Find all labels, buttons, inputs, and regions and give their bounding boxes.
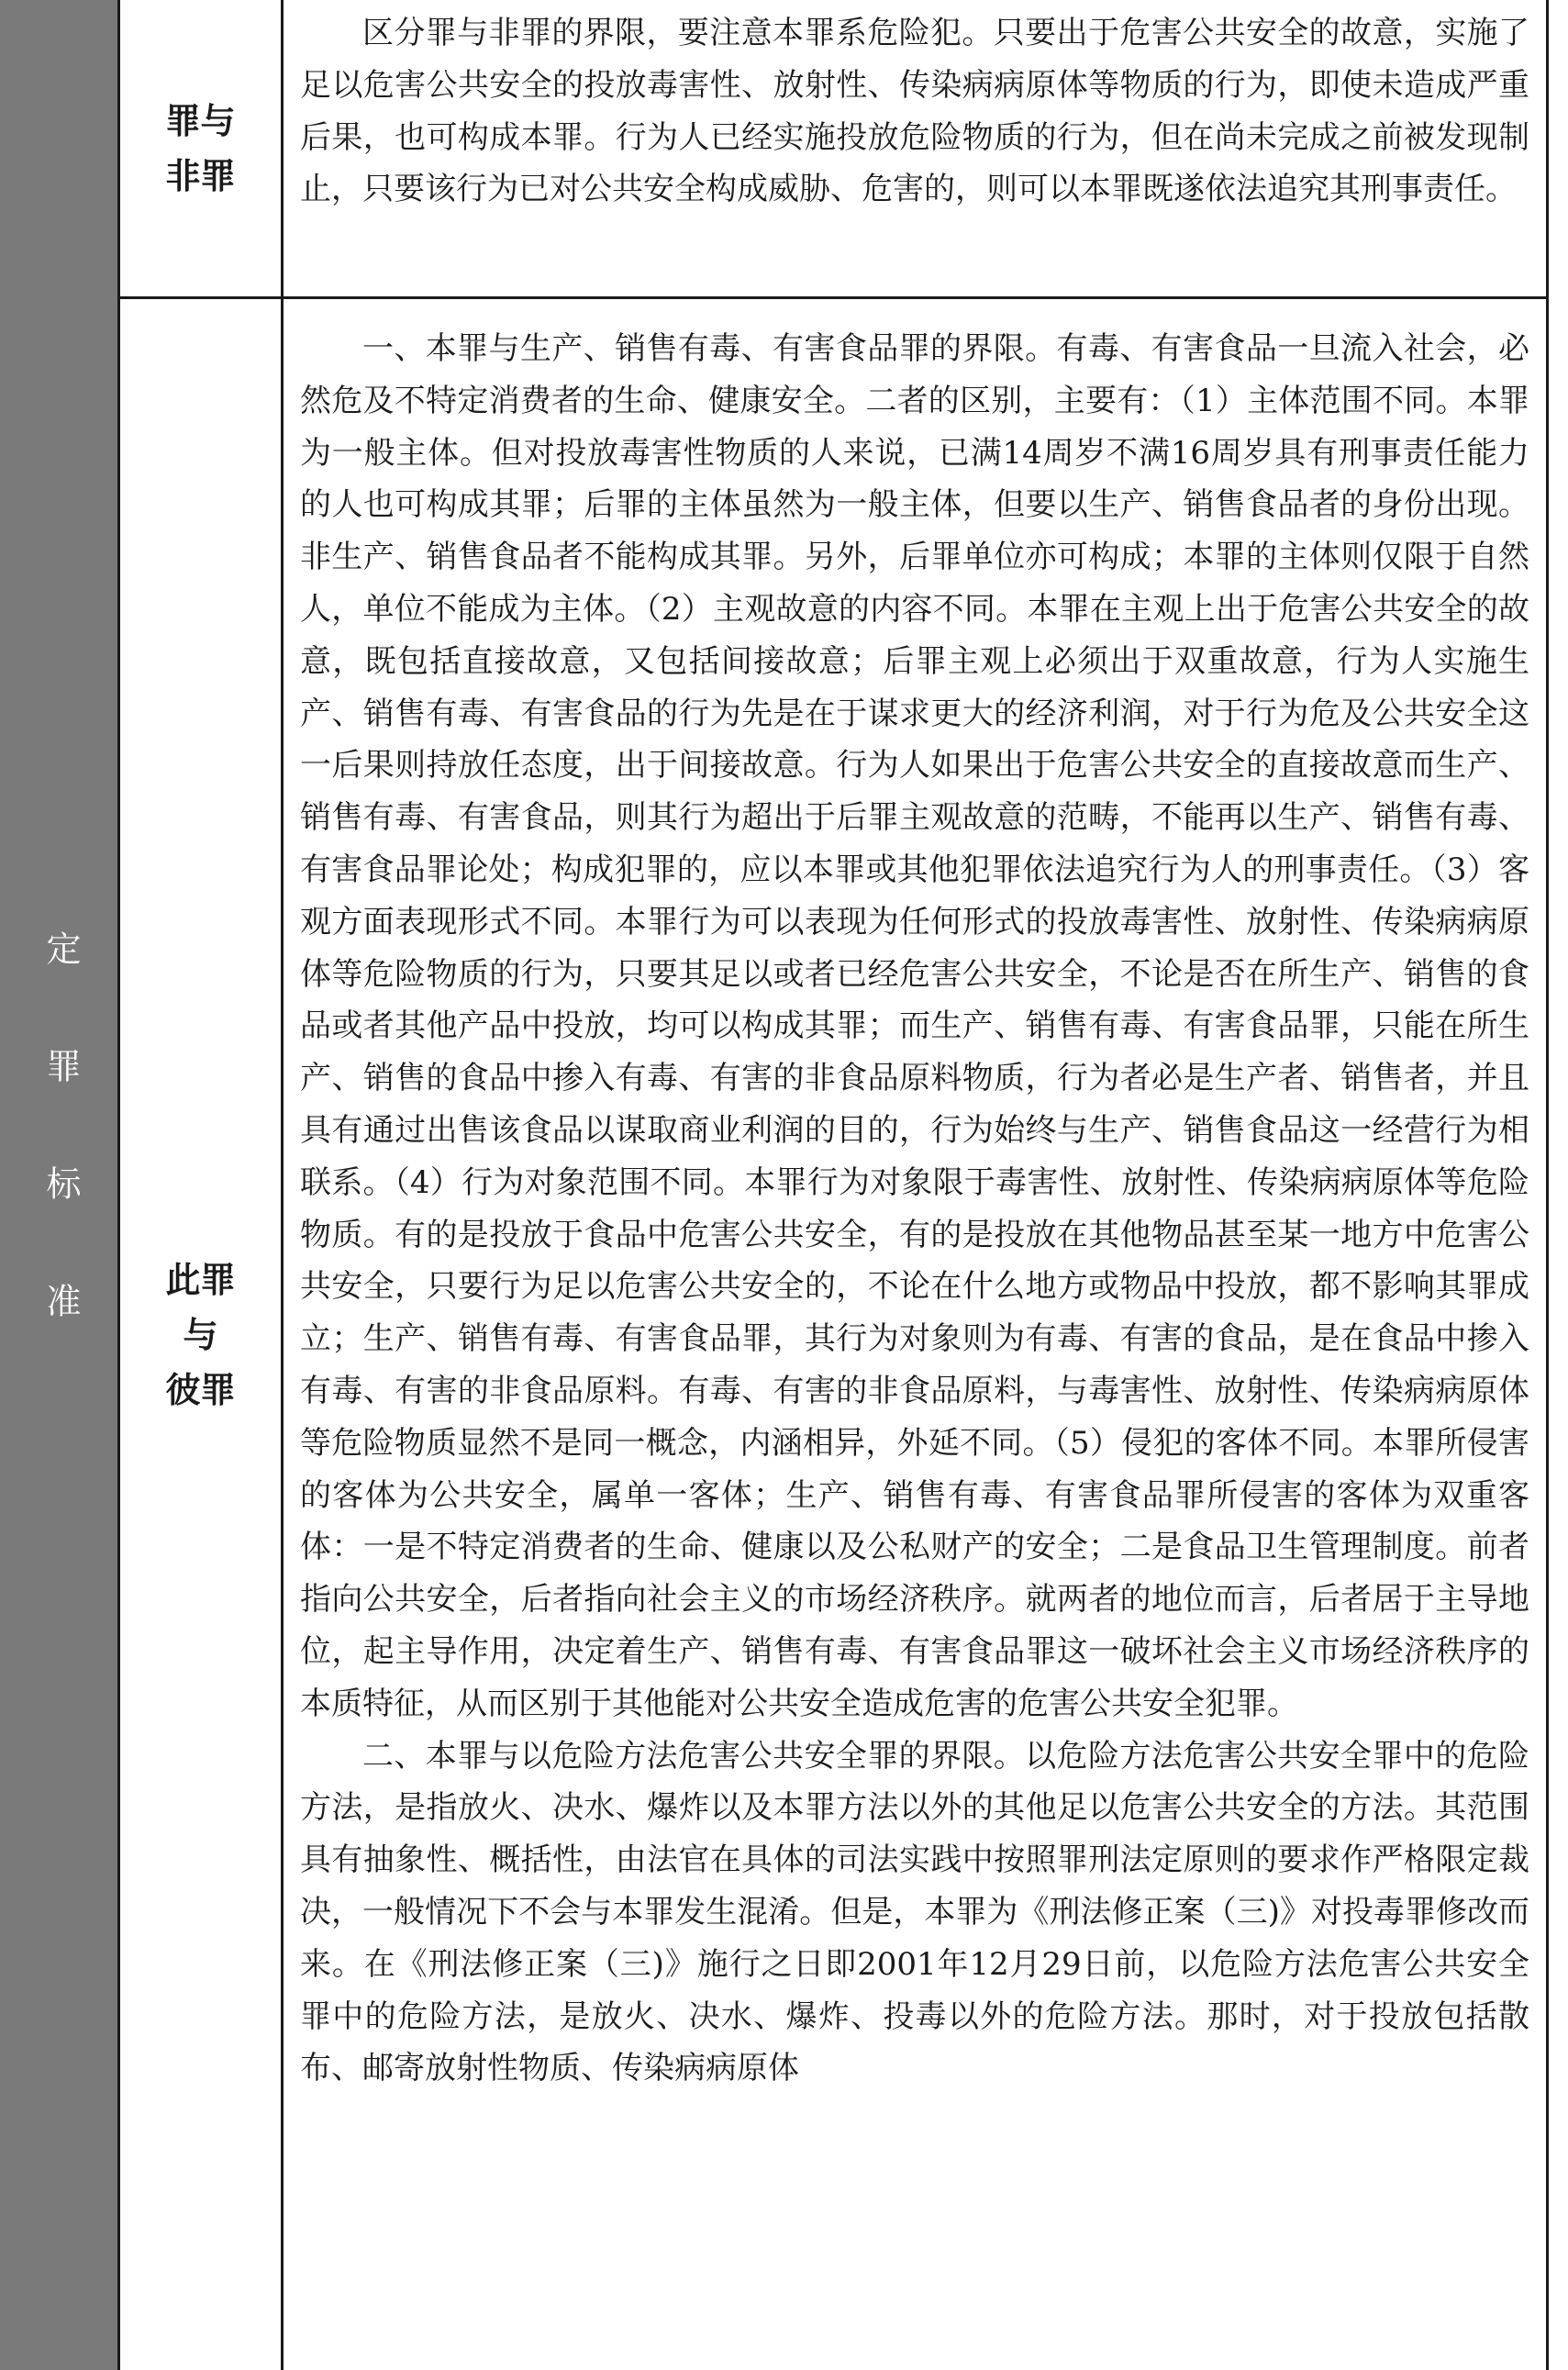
content-paragraph: 一、本罪与生产、销售有毒、有害食品罪的界限。有毒、有害食品一旦流入社会，必然危及不特定消费者的生命、健康安全。二者的区别，主要有：（1）主体范围不同。本罪为一般主体。但对投放毒害性物质的人来说，已满14周岁不满16周岁具有刑事责任能力的人也可构成其罪；后罪的主体虽然为一般主体，但要以生产、销售食品者的身份出现。非生产、销售食品者不能构成其罪。另外，后罪单位亦可构成；本罪的主体则仅限于自然人，单位不能成为主体。（2）主观故意的内容不同。本罪在主观上出于危害公共安全的故意，既包括直接故意，又包括间接故意；后罪主观上必须出于双重故意，行为人实施生产、销售有毒、有害食品的行为先是在于谋求更大的经济利润，对于行为危及公共安全这一后果则持放任态度，出于间接故意。行为人如果出于危害公共安全的直接故意而生产、销售有毒、有害食品，则其行为超出于后罪主观故意的范畴，不能再以生产、销售有毒、有害食品罪论处；构成犯罪的，应以本罪或其他犯罪依法追究行为人的刑事责任。（3）客观方面表现形式不同。本罪行为可以表现为任何形式的投放毒害性、放射性、传染病病原体等危险物质的行为，只要其足以或者已经危害公共安全，不论是否在所生产、销售的食品或者其他产品中投放，均可以构成其罪；而生产、销售有毒、有害食品罪，只能在所生产、销售的食品中掺入有毒、有害的非食品原料物质，行为者必是生产者、销售者，并且具有通过出售该食品以谋取商业利润的目的，行为始终与生产、销售食品这一经营行为相联系。（4）行为对象范围不同。本罪行为对象限于毒害性、放射性、传染病病原体等危险物质。有的是投放于食品中危害公共安全，有的是投放在其他物品甚至某一地方中危害公共安全，只要行为足以危害公共安全的，不论在什么地方或物品中投放，都不影响其罪成立；生产、销售有毒、有害食品罪，其行为对象则为有毒、有害的食品，是在食品中掺入有毒、有害的非食品原料。有毒、有害的非食品原料，与毒害性、放射性、传染病病原体等危险物质显然不是同一概念，内涵相异，外延不同。（5）侵犯的客体不同。本罪所侵害的客体为公共安全，属单一客体；生产、销售有毒、有害食品罪所侵害的客体为双重客体：一是不特定消费者的生命、健康以及公私财产的安全；二是食品卫生管理制度。前者指向公共安全，后者指向社会主义的市场经济秩序。就两者的地位而言，后者居于主导地位，起主导作用，决定着生产、销售有毒、有害食品罪这一破坏社会主义市场经济秩序的本质特征，从而区别于其他能对公共安全造成危害的危害公共安全犯罪。 bbox=[300, 330, 1529, 1722]
table-row-crime-vs-non-crime bbox=[120, 0, 1546, 299]
subcategory-label: 此罪 与 彼罪 bbox=[165, 1259, 236, 1410]
category-column bbox=[0, 0, 120, 2370]
content-cell bbox=[284, 0, 1546, 296]
subcategory-cell bbox=[120, 0, 284, 296]
subcategory-cell bbox=[120, 299, 284, 2370]
content-paragraph: 二、本罪与以危险方法危害公共安全罪的界限。以危险方法危害公共安全罪中的危险方法，是指放火、决水、爆炸以及本罪方法以外的其他足以危害公共安全的方法。其范围具有抽象性、概括性，由法官在具体的司法实践中按照罪刑法定原则的要求作严格限定裁决，一般情况下不会与本罪发生混淆。但是，本罪为《刑法修正案（三)》对投毒罪修改而来。在《刑法修正案（三)》施行之日即2001年12月29日前，以危险方法危害公共安全罪中的危险方法，是放火、决水、爆炸、投毒以外的危险方法。那时，对于投放包括散布、邮寄放射性物质、传染病病原体 bbox=[300, 1737, 1529, 2087]
subcategory-label: 罪与 非罪 bbox=[165, 100, 236, 196]
content-paragraph: 区分罪与非罪的界限，要注意本罪系危险犯。只要出于危害公共安全的故意，实施了足以危害公共安全的投放毒害性、放射性、传染病病原体等物质的行为，即使未造成严重后果，也可构成本罪。行为人已经实施投放危险物质的行为，但在尚未完成之前被发现制止，只要该行为已对公共安全构成威胁、危害的，则可以本罪既遂依法追究其刑事责任。 bbox=[300, 15, 1529, 208]
category-label: 定罪标准 bbox=[40, 930, 81, 1400]
content-cell bbox=[284, 299, 1546, 2370]
table-row-this-crime-vs-other bbox=[120, 299, 1546, 2370]
